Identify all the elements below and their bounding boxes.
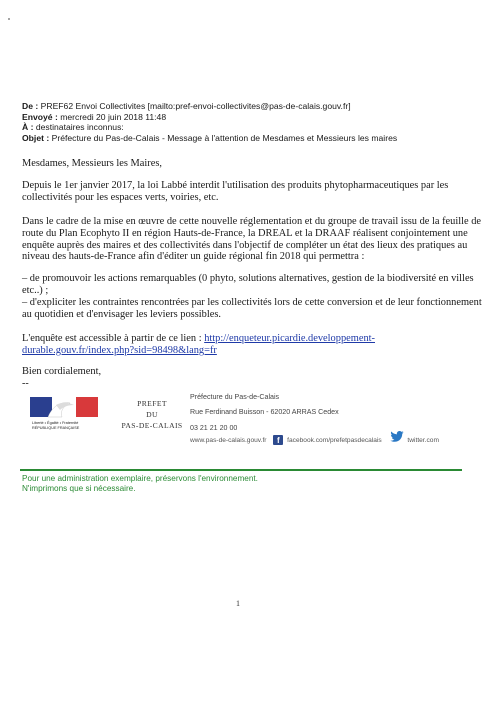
prefet-line-1: PREFET: [137, 399, 167, 408]
email-header: [22, 101, 482, 143]
marianne-logo: [30, 395, 98, 435]
header-to: [22, 122, 482, 133]
marianne-republique: RÉPUBLIQUE FRANÇAISE: [32, 425, 80, 430]
page-number: 1: [236, 599, 240, 608]
prefecture-address-block: [190, 390, 339, 420]
marianne-motto: Liberté • Égalité • Fraternité: [32, 421, 79, 425]
from-value: PREF62 Envoi Collectivites [mailto:pref-envoi-collectivites@pas-de-calais.gouv.fr]: [40, 101, 351, 111]
paragraph-enquete-context: Dans le cadre de la mise en œuvre de cette nouvelle réglementation et du groupe de travail issu de la feuille de route du Plan Ecophyto II en région Hauts-de-France, la DREAL et la DRAAF réalisent conjointement une enquête auprès des maires et des collectivités dans l'objectif de compléter un état des lieux des pratiques au niveau des hauts-de-France afin d'éditer un guide régional fin 2018 qui permettra :: [22, 216, 482, 263]
to-label: À :: [22, 122, 34, 133]
facebook-icon: f: [273, 435, 283, 445]
to-value: destinataires inconnus:: [35, 122, 124, 133]
twitter-link[interactable]: twitter.com: [407, 436, 439, 444]
signature-separator: --: [22, 378, 29, 389]
prefecture-address: Rue Ferdinand Buisson - 62020 ARRAS Cedex: [190, 408, 339, 416]
header-from: [22, 101, 482, 112]
social-links: [190, 431, 439, 445]
subject-value: Préfecture du Pas-de-Calais - Message à l'attention de Mesdames et Messieurs les maires: [51, 132, 398, 143]
prefet-title: [114, 398, 190, 431]
paragraph-loi-labbe: Depuis le 1er janvier 2017, la loi Labbé interdit l'utilisation des produits phytopharmaceutiques par les collectivités pour les espaces verts, voiries, etc.: [22, 180, 449, 203]
bullet-promote-actions: – de promouvoir les actions remarquables (0 phyto, solutions alternatives, gestion de la biodiversité en villes etc..) ;: [22, 273, 474, 296]
prefecture-phone: 03 21 21 20 00: [190, 424, 238, 432]
eco-line-1: Pour une administration exemplaire, préservons l'environnement.: [22, 474, 258, 483]
from-label: De :: [22, 101, 39, 111]
closing: Bien cordialement,: [22, 366, 102, 377]
subject-label: Objet :: [22, 132, 50, 143]
prefet-line-2: DU: [146, 410, 158, 419]
eco-line-2: N'imprimons que si nécessaire.: [22, 484, 136, 494]
sent-label: Envoyé :: [22, 111, 58, 122]
website-link[interactable]: www.pas-de-calais.gouv.fr: [190, 436, 267, 444]
scan-speck: [8, 18, 10, 20]
marianne-flag-icon: [30, 395, 98, 419]
survey-link[interactable]: http://enqueteur.picardie.developpement-durable.gouv.fr/index.php?sid=98498&lang=fr: [22, 333, 375, 356]
survey-link-paragraph: [22, 333, 482, 357]
prefecture-name: Préfecture du Pas-de-Calais: [190, 393, 280, 401]
greeting: Mesdames, Messieurs les Maires,: [22, 158, 162, 169]
eco-notice: [22, 474, 258, 495]
header-sent: [22, 112, 482, 123]
bullet-explain-constraints: – d'expliciter les contraintes rencontrées par les collectivités lors de cette conversion et de leur fonctionnement au quotidien et d'envisager les leviers possibles.: [22, 297, 482, 320]
facebook-link[interactable]: facebook.com/prefetpasdecalais: [287, 436, 382, 444]
survey-link-intro: L'enquête est accessible à partir de ce lien :: [22, 333, 205, 344]
header-subject: [22, 133, 482, 144]
footer-divider: [20, 469, 462, 471]
prefet-line-3: PAS-DE-CALAIS: [121, 421, 183, 430]
marianne-caption: [32, 421, 79, 430]
twitter-icon: [390, 431, 404, 442]
sent-value: mercredi 20 juin 2018 11:48: [60, 111, 167, 122]
